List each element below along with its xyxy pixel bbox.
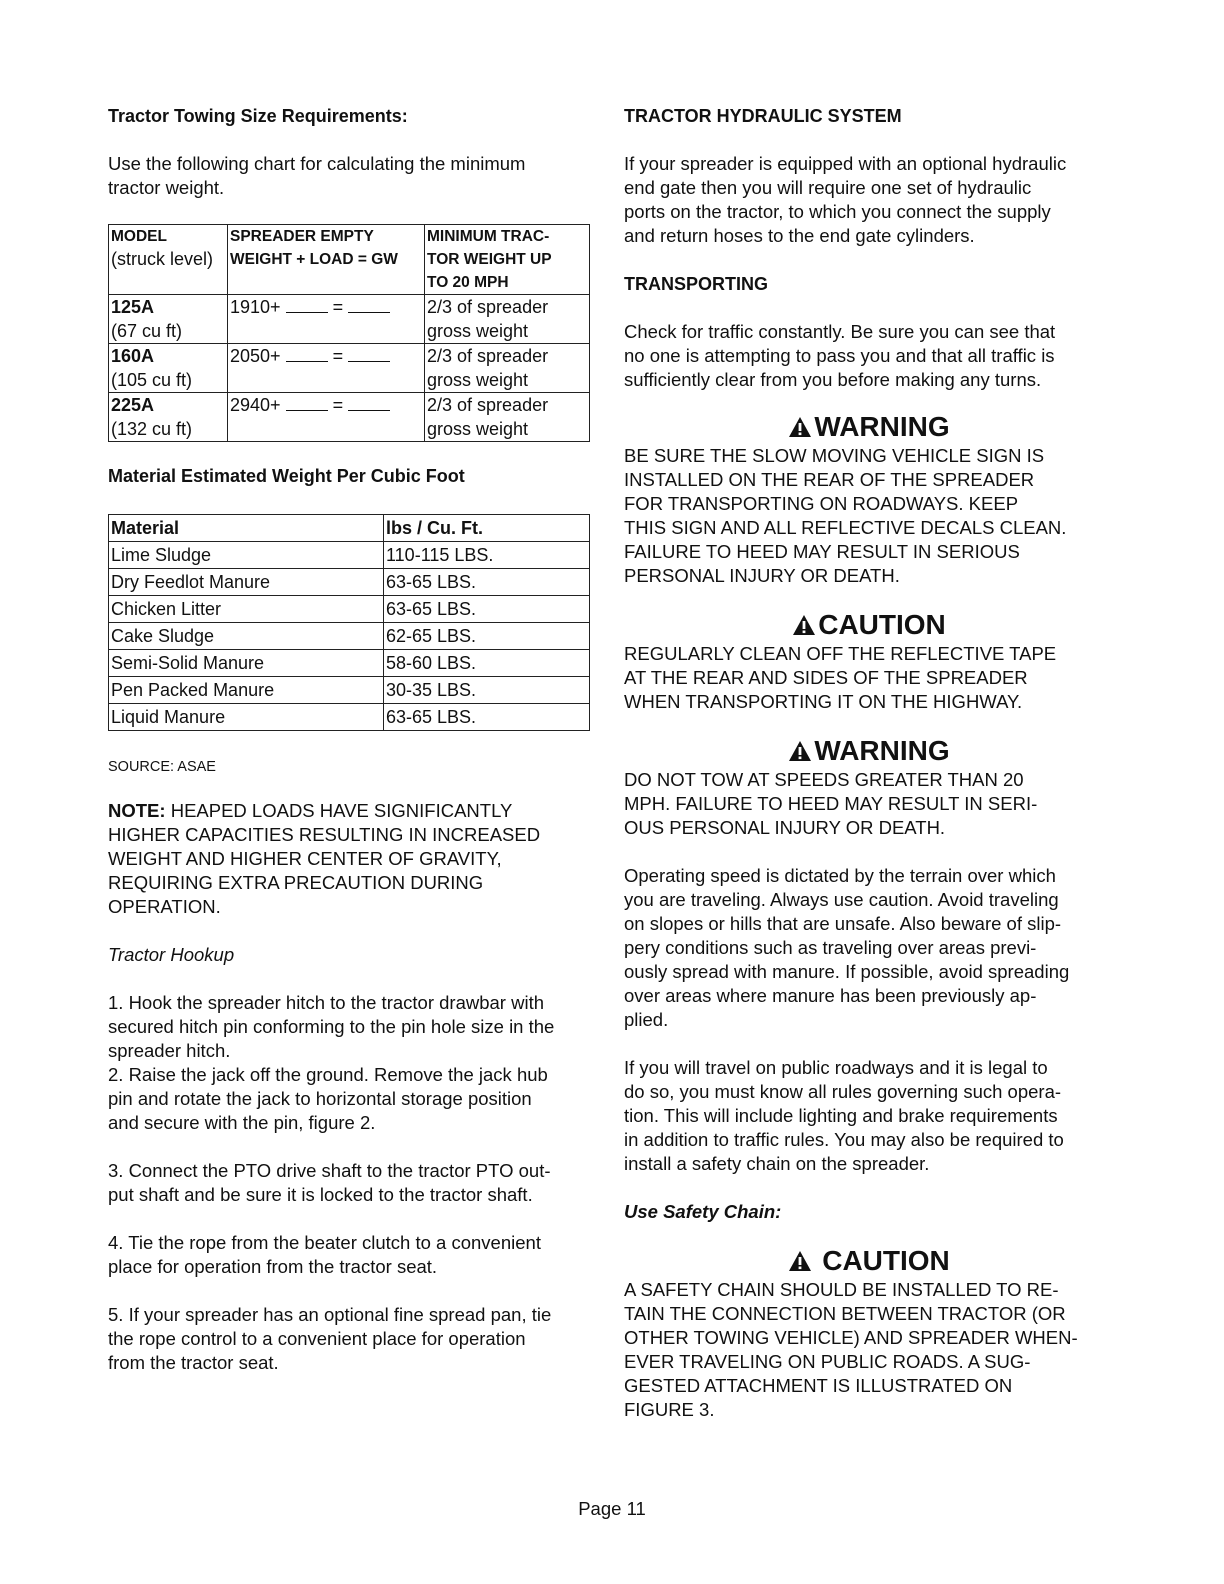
- right-column: [624, 104, 1114, 1422]
- material-table: [108, 514, 590, 731]
- hookup-step-4: 4. Tie the rope from the beater clutch to a convenient place for operation from the tractor seat.: [108, 1232, 541, 1277]
- hookup-heading: Tractor Hookup: [108, 944, 235, 965]
- note-paragraph: NOTE: HEAPED LOADS HAVE SIGNIFICANTLY HIGHER CAPACITIES RESULTING IN INCREASED WEIGHT AND HIGHER CENTER OF GRAVITY, REQUIRING EXTRA PRECAUTION DURING OPERATION.: [108, 800, 541, 917]
- towing-intro: Use the following chart for calculating the minimum tractor weight.: [108, 153, 526, 198]
- caution-title: CAUTION: [624, 608, 1114, 642]
- towing-table-header: [109, 225, 590, 295]
- operating-speed-paragraph: Operating speed is dictated by the terrain over which you are traveling. Always use caution. Avoid traveling on slopes or hills that are unsafe. Also beware of slip- pery conditions such as traveling over areas previ- ously spread with manure. If possible, avoid spreading over areas where manure has been previously ap- plied.: [624, 865, 1070, 1030]
- transporting-paragraph: Check for traffic constantly. Be sure you can see that no one is attempting to pass you and that all traffic is sufficiently clear from you before making any turns.: [624, 321, 1056, 390]
- towing-heading: Tractor Towing Size Requirements:: [108, 106, 408, 126]
- caution-title: CAUTION: [624, 1244, 1114, 1278]
- warning-triangle-icon: [788, 740, 812, 762]
- table-row: Pen Packed Manure 30-35 LBS.: [109, 677, 590, 704]
- caution-1-text: REGULARLY CLEAN OFF THE REFLECTIVE TAPE AT THE REAR AND SIDES OF THE SPREADER WHEN TRANSPORTING IT ON THE HIGHWAY.: [624, 643, 1057, 712]
- warning-2-text: DO NOT TOW AT SPEEDS GREATER THAN 20 MPH. FAILURE TO HEED MAY RESULT IN SERI- OUS PERSONAL INJURY OR DEATH.: [624, 769, 1038, 838]
- table-row: Lime Sludge 110-115 LBS.: [109, 542, 590, 569]
- header-model: MODEL (struck level): [109, 225, 228, 295]
- table-row: 160A (105 cu ft) 2050+ = 2/3 of spreader gross weight: [109, 344, 590, 393]
- header-min-tractor-weight: MINIMUM TRAC- TOR WEIGHT UP TO 20 MPH: [425, 225, 590, 295]
- table-row: Liquid Manure 63-65 LBS.: [109, 704, 590, 731]
- warning-title: WARNING: [624, 734, 1114, 768]
- page-number: Page 11: [578, 1498, 646, 1519]
- hydraulic-paragraph: If your spreader is equipped with an optional hydraulic end gate then you will require one set of hydraulic ports on the tractor, to which you connect the supply and return hoses to the end gate cylinders.: [624, 153, 1067, 246]
- hookup-step-5: 5. If your spreader has an optional fine spread pan, tie the rope control to a convenient place for operation from the tractor seat.: [108, 1304, 552, 1373]
- table-row: Semi-Solid Manure 58-60 LBS.: [109, 650, 590, 677]
- caution-2-text: A SAFETY CHAIN SHOULD BE INSTALLED TO RE- TAIN THE CONNECTION BETWEEN TRACTOR (OR OTHER TOWING VEHICLE) AND SPREADER WHEN- EVER TRAVELING ON PUBLIC ROADS. A SUG- GESTED ATTACHMENT IS ILLUSTRATED ON FIGURE 3.: [624, 1279, 1078, 1420]
- hydraulic-heading: TRACTOR HYDRAULIC SYSTEM: [624, 106, 902, 126]
- warning-1-text: BE SURE THE SLOW MOVING VEHICLE SIGN IS INSTALLED ON THE REAR OF THE SPREADER FOR TRANSPORTING ON ROADWAYS. KEEP THIS SIGN AND ALL REFLECTIVE DECALS CLEAN. FAILURE TO HEED MAY RESULT IN SERIOUS PERSONAL INJURY OR DEATH.: [624, 445, 1067, 586]
- table-row: Chicken Litter 63-65 LBS.: [109, 596, 590, 623]
- header-spreader-empty: SPREADER EMPTY WEIGHT + LOAD = GW: [228, 225, 425, 295]
- hookup-step-2: 2. Raise the jack off the ground. Remove the jack hub pin and rotate the jack to horizontal storage position and secure with the pin, figure 2.: [108, 1064, 548, 1133]
- table-row: Dry Feedlot Manure 63-65 LBS.: [109, 569, 590, 596]
- warning-triangle-icon: [792, 614, 816, 636]
- hookup-step-3: 3. Connect the PTO drive shaft to the tractor PTO out- put shaft and be sure it is locked to the tractor shaft.: [108, 1160, 551, 1205]
- hookup-step-1: 1. Hook the spreader hitch to the tractor drawbar with secured hitch pin conforming to the pin hole size in the spreader hitch.: [108, 992, 555, 1061]
- warning-triangle-icon: [788, 416, 812, 438]
- material-heading: Material Estimated Weight Per Cubic Foot: [108, 466, 465, 486]
- transporting-heading: TRANSPORTING: [624, 274, 768, 294]
- material-table-header: Material lbs / Cu. Ft.: [109, 515, 590, 542]
- safety-chain-heading: Use Safety Chain:: [624, 1201, 782, 1222]
- left-column: [108, 104, 590, 1375]
- table-row: Cake Sludge 62-65 LBS.: [109, 623, 590, 650]
- table-row: 125A (67 cu ft) 1910+ = 2/3 of spreader gross weight: [109, 295, 590, 344]
- warning-triangle-icon: [788, 1250, 812, 1272]
- table-row: 225A (132 cu ft) 2940+ = 2/3 of spreader gross weight: [109, 393, 590, 442]
- source-note: SOURCE: ASAE: [108, 759, 216, 775]
- towing-table: [108, 224, 590, 442]
- warning-title: WARNING: [624, 410, 1114, 444]
- public-roadways-paragraph: If you will travel on public roadways and it is legal to do so, you must know all rules governing such opera- tion. This will include lighting and brake requirements in addition to traffic rules. You may also be required to install a safety chain on the spreader.: [624, 1057, 1064, 1174]
